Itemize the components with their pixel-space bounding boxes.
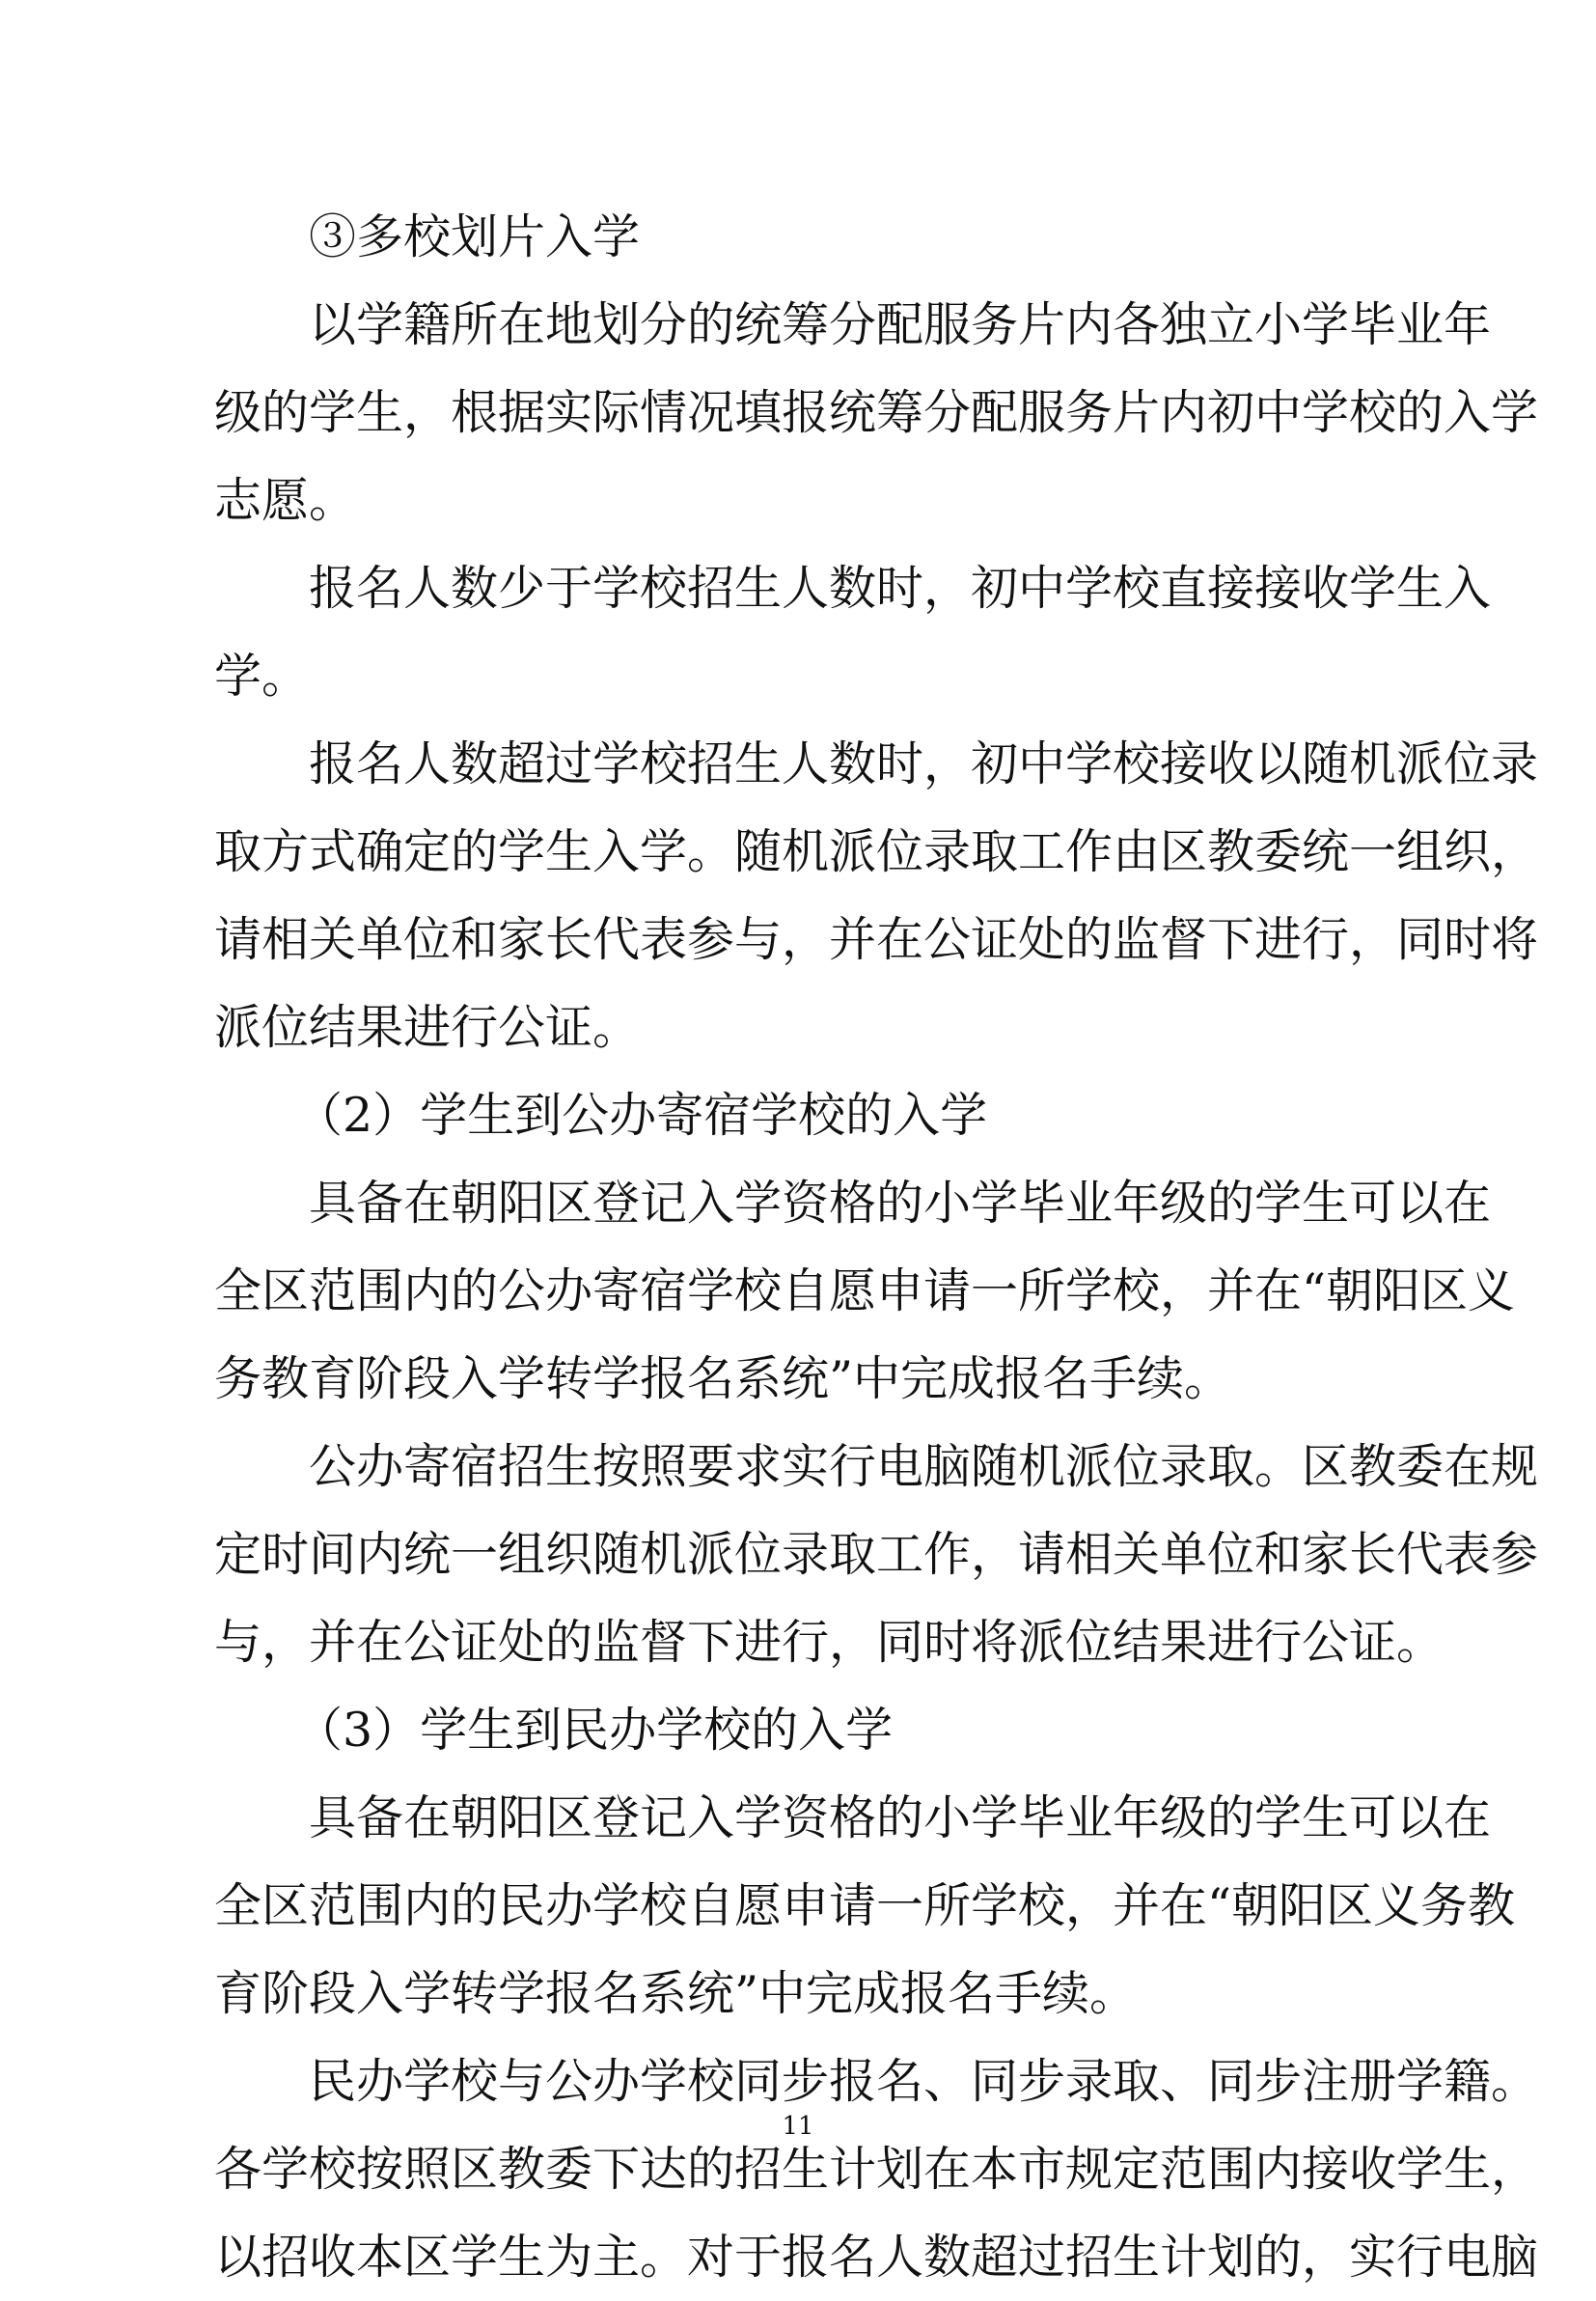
paragraph-line: 全区范围内的公办寄宿学校自愿申请一所学校，并在“朝阳区义 — [214, 1263, 1516, 1318]
paragraph-line: 育阶段入学转学报名系统”中完成报名手续。 — [214, 1966, 1138, 2021]
paragraph-line: 定时间内统一组织随机派位录取工作，请相关单位和家长代表参 — [214, 1527, 1539, 1582]
paragraph-line: 具备在朝阳区登记入学资格的小学毕业年级的学生可以在 — [309, 1790, 1492, 1845]
paragraph-line: 全区范围内的民办学校自愿申请一所学校，并在“朝阳区义务教 — [214, 1878, 1516, 1933]
paragraph-line: 与，并在公证处的监督下进行，同时将派位结果进行公证。 — [214, 1615, 1445, 1670]
paragraph-line: 志愿。 — [214, 473, 357, 528]
document-body — [214, 193, 1539, 2301]
paragraph-line: 级的学生，根据实际情况填报统筹分配服务片内初中学校的入学 — [214, 385, 1539, 440]
page-number: 11 — [782, 2112, 814, 2141]
paragraph-line: 派位结果进行公证。 — [214, 1000, 641, 1055]
paragraph-line: 民办学校与公办学校同步报名、同步录取、同步注册学籍。 — [309, 2054, 1539, 2109]
paragraph-line: 学。 — [214, 649, 310, 704]
paragraph-line: 报名人数少于学校招生人数时，初中学校直接接收学生入 — [309, 561, 1492, 616]
paragraph-line: 务教育阶段入学转学报名系统”中完成报名手续。 — [214, 1351, 1232, 1406]
paragraph-line: 取方式确定的学生入学。随机派位录取工作由区教委统一组织， — [214, 824, 1539, 879]
section-heading-public-boarding: （2）学生到公办寄宿学校的入学 — [295, 1088, 988, 1143]
section-heading-private-schools: （3）学生到民办学校的入学 — [295, 1703, 894, 1758]
paragraph-line: 以学籍所在地划分的统筹分配服务片内各独立小学毕业年 — [309, 297, 1492, 352]
section-heading-multi-school-zoning: ③多校划片入学 — [309, 209, 641, 264]
paragraph-line: 请相关单位和家长代表参与，并在公证处的监督下进行，同时将 — [214, 912, 1539, 967]
paragraph-line: 以招收本区学生为主。对于报名人数超过招生计划的，实行电脑 — [214, 2230, 1539, 2285]
paragraph-line: 公办寄宿招生按照要求实行电脑随机派位录取。区教委在规 — [309, 1439, 1539, 1494]
paragraph-line: 具备在朝阳区登记入学资格的小学毕业年级的学生可以在 — [309, 1176, 1492, 1231]
paragraph-line: 各学校按照区教委下达的招生计划在本市规定范围内接收学生， — [214, 2142, 1539, 2197]
paragraph-line: 报名人数超过学校招生人数时，初中学校接收以随机派位录 — [309, 736, 1539, 791]
